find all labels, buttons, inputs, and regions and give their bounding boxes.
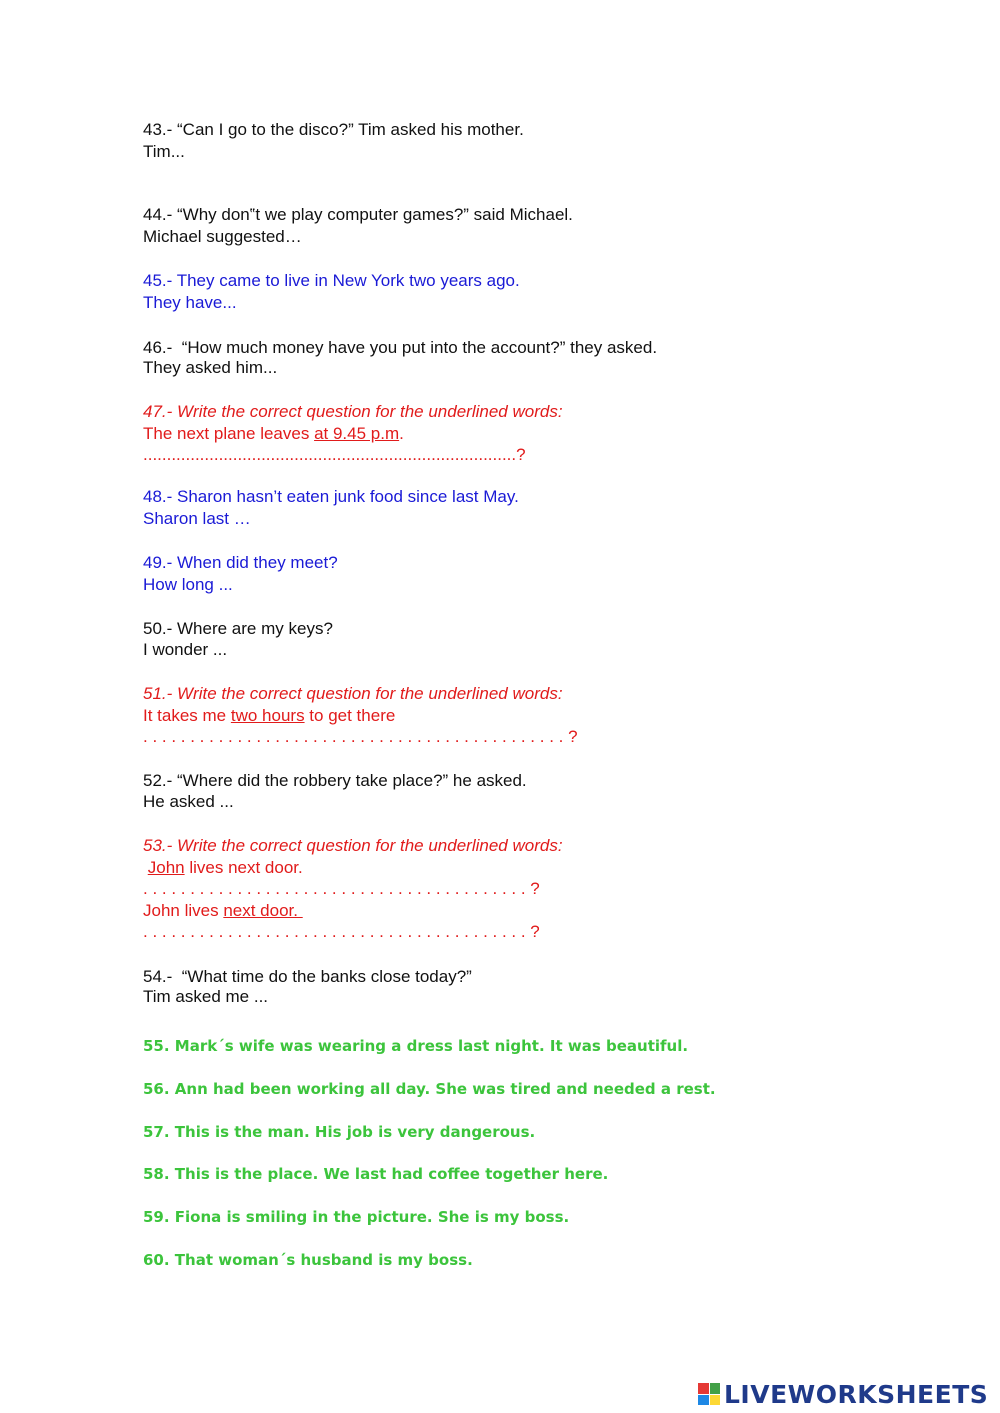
sentence-text: John lives: [143, 901, 224, 920]
logo-icon: [698, 1383, 720, 1405]
question-45-line-1: 45.- They came to live in New York two years ago.: [143, 271, 520, 290]
question-57: 57. This is the man. His job is very dangerous.: [143, 1123, 536, 1141]
question-47-answer-line[interactable]: ...............................................................................?: [143, 445, 526, 464]
question-51-instruction: 51.- Write the correct question for the underlined words:: [143, 684, 563, 703]
question-46-line-2: They asked him...: [143, 358, 278, 377]
underlined-words: next door.: [223, 901, 303, 920]
question-56: 56. Ann had been working all day. She was tired and needed a rest.: [143, 1080, 716, 1098]
question-53-answer-line-1[interactable]: . . . . . . . . . . . . . . . . . . . . . . . . . . . . . . . . . . . . . . . . . ?: [143, 879, 540, 898]
question-51-answer-line[interactable]: . . . . . . . . . . . . . . . . . . . . . . . . . . . . . . . . . . . . . . . . . . . . . ?: [143, 727, 578, 746]
liveworksheets-logo: [698, 1378, 988, 1410]
question-60: 60. That woman´s husband is my boss.: [143, 1251, 473, 1269]
question-53-answer-line-2[interactable]: . . . . . . . . . . . . . . . . . . . . . . . . . . . . . . . . . . . . . . . . . ?: [143, 922, 540, 941]
sentence-text: to get there: [304, 706, 396, 725]
question-58: 58. This is the place. We last had coffee together here.: [143, 1165, 609, 1183]
question-47-sentence: [143, 423, 404, 445]
question-53-sentence-2: [143, 900, 303, 922]
question-50-line-1: 50.- Where are my keys?: [143, 619, 333, 638]
question-52-line-1: 52.- “Where did the robbery take place?” he asked.: [143, 771, 527, 790]
logo-text: LIVEWORKSHEETS: [724, 1379, 989, 1409]
question-43-line-1: 43.- “Can I go to the disco?” Tim asked his mother.: [143, 120, 524, 139]
question-53-instruction: 53.- Write the correct question for the underlined words:: [143, 836, 563, 855]
sentence-text: .: [399, 424, 404, 443]
question-44-line-1: 44.- “Why don‟t we play computer games?” said Michael.: [143, 205, 573, 224]
question-52-line-2: He asked ...: [143, 792, 234, 811]
question-54-line-1: 54.- “What time do the banks close today?”: [143, 967, 472, 986]
question-47-instruction: 47.- Write the correct question for the underlined words:: [143, 402, 563, 421]
underlined-words: two hours: [230, 706, 305, 725]
question-48-line-2: Sharon last …: [143, 509, 251, 528]
sentence-text: lives next door.: [184, 858, 303, 877]
question-49-line-1: 49.- When did they meet?: [143, 553, 338, 572]
question-55: 55. Mark´s wife was wearing a dress last night. It was beautiful.: [143, 1037, 689, 1055]
question-46-line-1: 46.- “How much money have you put into the account?” they asked.: [143, 338, 658, 357]
sentence-text: It takes me: [143, 706, 231, 725]
underlined-words: John: [147, 858, 185, 877]
question-59: 59. Fiona is smiling in the picture. She is my boss.: [143, 1208, 570, 1226]
question-53-sentence-1: [143, 857, 303, 879]
question-44-line-2: Michael suggested…: [143, 227, 302, 246]
question-50-line-2: I wonder ...: [143, 640, 228, 659]
sentence-text: The next plane leaves: [143, 424, 315, 443]
question-51-sentence: [143, 705, 395, 727]
question-45-line-2: They have...: [143, 293, 237, 312]
question-54-line-2: Tim asked me ...: [143, 987, 269, 1006]
question-48-line-1: 48.- Sharon hasn’t eaten junk food since last May.: [143, 487, 519, 506]
question-49-line-2: How long ...: [143, 575, 233, 594]
underlined-words: at 9.45 p.m: [314, 424, 400, 443]
question-43-line-2: Tim...: [143, 142, 185, 161]
